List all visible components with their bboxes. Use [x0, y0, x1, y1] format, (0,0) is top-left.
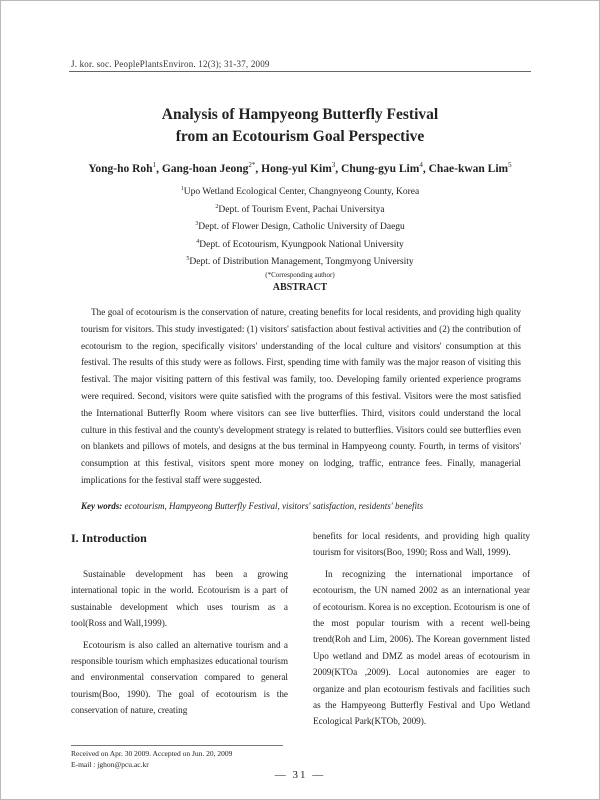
author-sup: 4 [419, 161, 423, 169]
keywords-text: ecotourism, Hampyeong Butterfly Festival, visitors' satisfaction, residents' benefits [124, 501, 423, 511]
received-date: Received on Apr. 30 2009. Accepted on Jun. 20, 2009 [71, 749, 233, 758]
left-column [71, 566, 288, 724]
affiliation [1, 217, 599, 235]
paper-title [1, 104, 599, 148]
affiliation-sup: 2 [215, 203, 219, 210]
affiliation-text: Upo Wetland Ecological Center, Changnyeong County, Korea [183, 187, 420, 198]
affiliation-text: Dept. of Ecotourism, Kyungpook National University [199, 239, 404, 250]
keywords-label: Key words: [81, 501, 123, 511]
author-name: Gang-hoan Jeong [161, 162, 249, 175]
title-line-1: Analysis of Hampyeong Butterfly Festival [161, 106, 439, 123]
abstract-text: The goal of ecotourism is the conservation of nature, creating benefits for local residents, and providing high quality tourism for visitors. This study investigated: (1) visitors' satisfaction about festival activities and (2) the contribution of ecotourism to the region, specifically visitors' understanding of the local culture and visitors' consumption at this festival. The results of this study were as follows. First, spending time with family was the major reason of visiting this festival. The major visiting pattern of this festival was family, too. Developing family oriented experience programs were required. Second, visitors were quite satisfied with the programs of this festival. Visitors were the most satisfied the International Butterfly Room where visitors can see live butterflies. Third, visitors could understand the local culture in this festival and the county's development strategy is related to butterflies. Visitors could see butterflies even on blankets and pillows of motels, and designs at the bus terminal in Hampyeong county. Fourth, in terms of visitors' consumption at this festival, visitors spent more money on lodging, traffic, entrance fees. Finally, managerial implications for the festival staff were suggested. [81, 307, 521, 485]
affiliation [1, 235, 599, 253]
affiliation-sup: 5 [186, 256, 190, 263]
affiliation [1, 252, 599, 270]
affiliation [1, 182, 599, 200]
affiliation-text: Dept. of Distribution Management, Tongmyong University [189, 257, 414, 268]
page-number: ― 31 ― [274, 769, 326, 781]
author-name: Chae-kwan Lim [428, 162, 509, 175]
author-name: Chung-gyu Lim [341, 162, 420, 175]
footnote-rule [71, 745, 283, 746]
header-rule [69, 71, 531, 72]
affiliation-sup: 3 [195, 221, 199, 228]
author-sup: 1 [152, 161, 157, 169]
abstract-heading: ABSTRACT [272, 282, 328, 293]
title-line-2: from an Ecotourism Goal Perspective [175, 128, 425, 145]
affiliation-text: Dept. of Tourism Event, Pachai Universitya [218, 204, 385, 215]
contact-email: E-mail : jghon@pcu.ac.kr [71, 760, 149, 769]
affiliation-text: Dept. of Flower Design, Catholic University of Daegu [198, 222, 405, 233]
affiliation-list [1, 182, 599, 281]
keywords [81, 501, 521, 511]
right-column [313, 528, 530, 730]
author-name: Yong-ho Roh [88, 162, 153, 175]
section-heading-introduction: I. Introduction [71, 531, 147, 545]
author-name: Hong-yul Kim [261, 162, 332, 175]
author-list: Yong-ho Roh$^1$, Gang-hoan Jeong$^{2*}$, Hong-yul Kim$^3$, Chung-gyu Lim$^4$, Chae-kwan Lim$^5$ [88, 161, 512, 175]
body-paragraph: Ecotourism is also called an alternative tourism and a responsible tourism which emphasizes educational tourism and environmental conservation compared to general tourism(Boo, 1990). The goal of ecotourism is the conservation of nature, creating [71, 639, 288, 716]
corresponding-author-note: (*Corresponding author) [265, 270, 335, 279]
affiliation-sup: 1 [180, 186, 184, 192]
author-sup: 3 [331, 161, 336, 169]
author-sup: 5 [508, 161, 512, 169]
body-paragraph: Sustainable development has been a growing international topic in the world. Ecotourism is a part of sustainable development which uses tourism as a tool(Ross and Wall,1999). [71, 569, 288, 629]
body-paragraph-continuation: benefits for local residents, and providing high quality tourism for visitors(Boo, 1990; Ross and Wall, 1999). [313, 531, 530, 558]
author-sup: 2* [248, 161, 256, 169]
running-head: J. kor. soc. PeoplePlantsEnviron. 12(3); 31-37, 2009 [71, 59, 270, 69]
body-paragraph: In recognizing the international importance of ecotourism, the UN named 2002 as an international year of ecotourism. Korea is no exception. Ecotourism is one of the most popular tourism with a recent well-being trend(Roh and Lim, 2006). The Korean government listed Upo wetland and DMZ as model areas of ecotourism in 2009(KTOa ,2009). Local autonomies are eager to organize and plan ecotourism festivals and facilities such as the Hampyeong Butterfly Festival and Upo Wetland Ecological Park(KTOb, 2009). [313, 568, 530, 727]
footnote [71, 748, 232, 770]
affiliation-sup: 4 [196, 238, 200, 245]
affiliation [1, 200, 599, 218]
